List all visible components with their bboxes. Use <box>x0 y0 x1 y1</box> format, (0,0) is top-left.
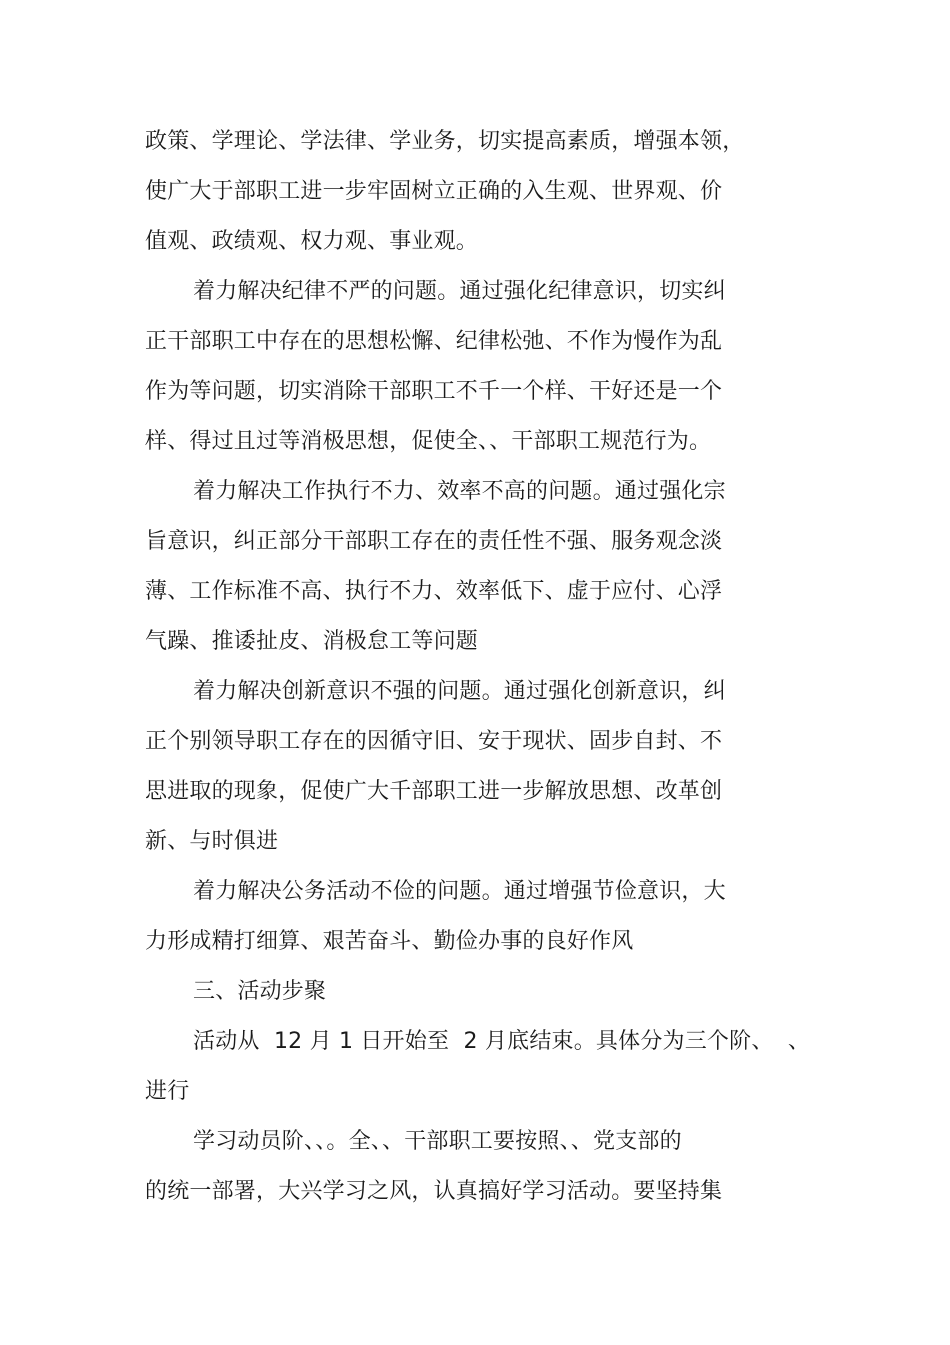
text-line: 薄、工作标准不高、执行不力、效率低下、虚于应付、心浮 <box>145 579 723 604</box>
text-line: 使广大于部职工进一步牢固树立正确的入生观、世界观、价 <box>145 179 723 204</box>
text-line: 气躁、推诿扯皮、消极怠工等问题 <box>145 629 479 654</box>
paragraph-first-line: 活动从 12 月 1 日开始至 2 月底结束。具体分为三个阶、 、 <box>193 1029 811 1054</box>
paragraph-first-line: 学习动员阶、、。全、、干部职工要按照、、党支部的 <box>193 1129 682 1154</box>
text-line: 旨意识，纠正部分干部职工存在的责任性不强、服务观念淡 <box>145 529 723 554</box>
text-line: 力形成精打细算、艰苦奋斗、勤俭办事的良好作风 <box>145 929 634 954</box>
paragraph-first-line: 着力解决纪律不严的问题。通过强化纪律意识，切实纠 <box>193 279 726 304</box>
text-line: 正个别领导职工存在的因循守旧、安于现状、固步自封、不 <box>145 729 723 754</box>
text-line: 的统一部署，大兴学习之风，认真搞好学习活动。要坚持集 <box>145 1179 723 1204</box>
text-line: 值观、政绩观、权力观、事业观。 <box>145 229 479 254</box>
text-line: 正干部职工中存在的思想松懈、纪律松弛、不作为慢作为乱 <box>145 329 723 354</box>
paragraph-first-line: 着力解决创新意识不强的问题。通过强化创新意识，纠 <box>193 679 726 704</box>
text-line: 进行 <box>145 1079 190 1104</box>
text-line: 新、与时俱进 <box>145 829 279 854</box>
text-line: 政策、学理论、学法律、学业务，切实提高素质，增强本领， <box>145 129 745 154</box>
paragraph-first-line: 着力解决工作执行不力、效率不高的问题。通过强化宗 <box>193 479 726 504</box>
text-line: 样、得过且过等消极思想，促使全、、干部职工规范行为。 <box>145 429 712 454</box>
section-heading: 三、活动步聚 <box>193 979 327 1004</box>
text-line: 作为等问题，切实消除干部职工不千一个样、干好还是一个 <box>145 379 723 404</box>
text-line: 思进取的现象，促使广大千部职工进一步解放思想、改革创 <box>145 779 723 804</box>
paragraph-first-line: 着力解决公务活动不俭的问题。通过增强节俭意识，大 <box>193 879 726 904</box>
